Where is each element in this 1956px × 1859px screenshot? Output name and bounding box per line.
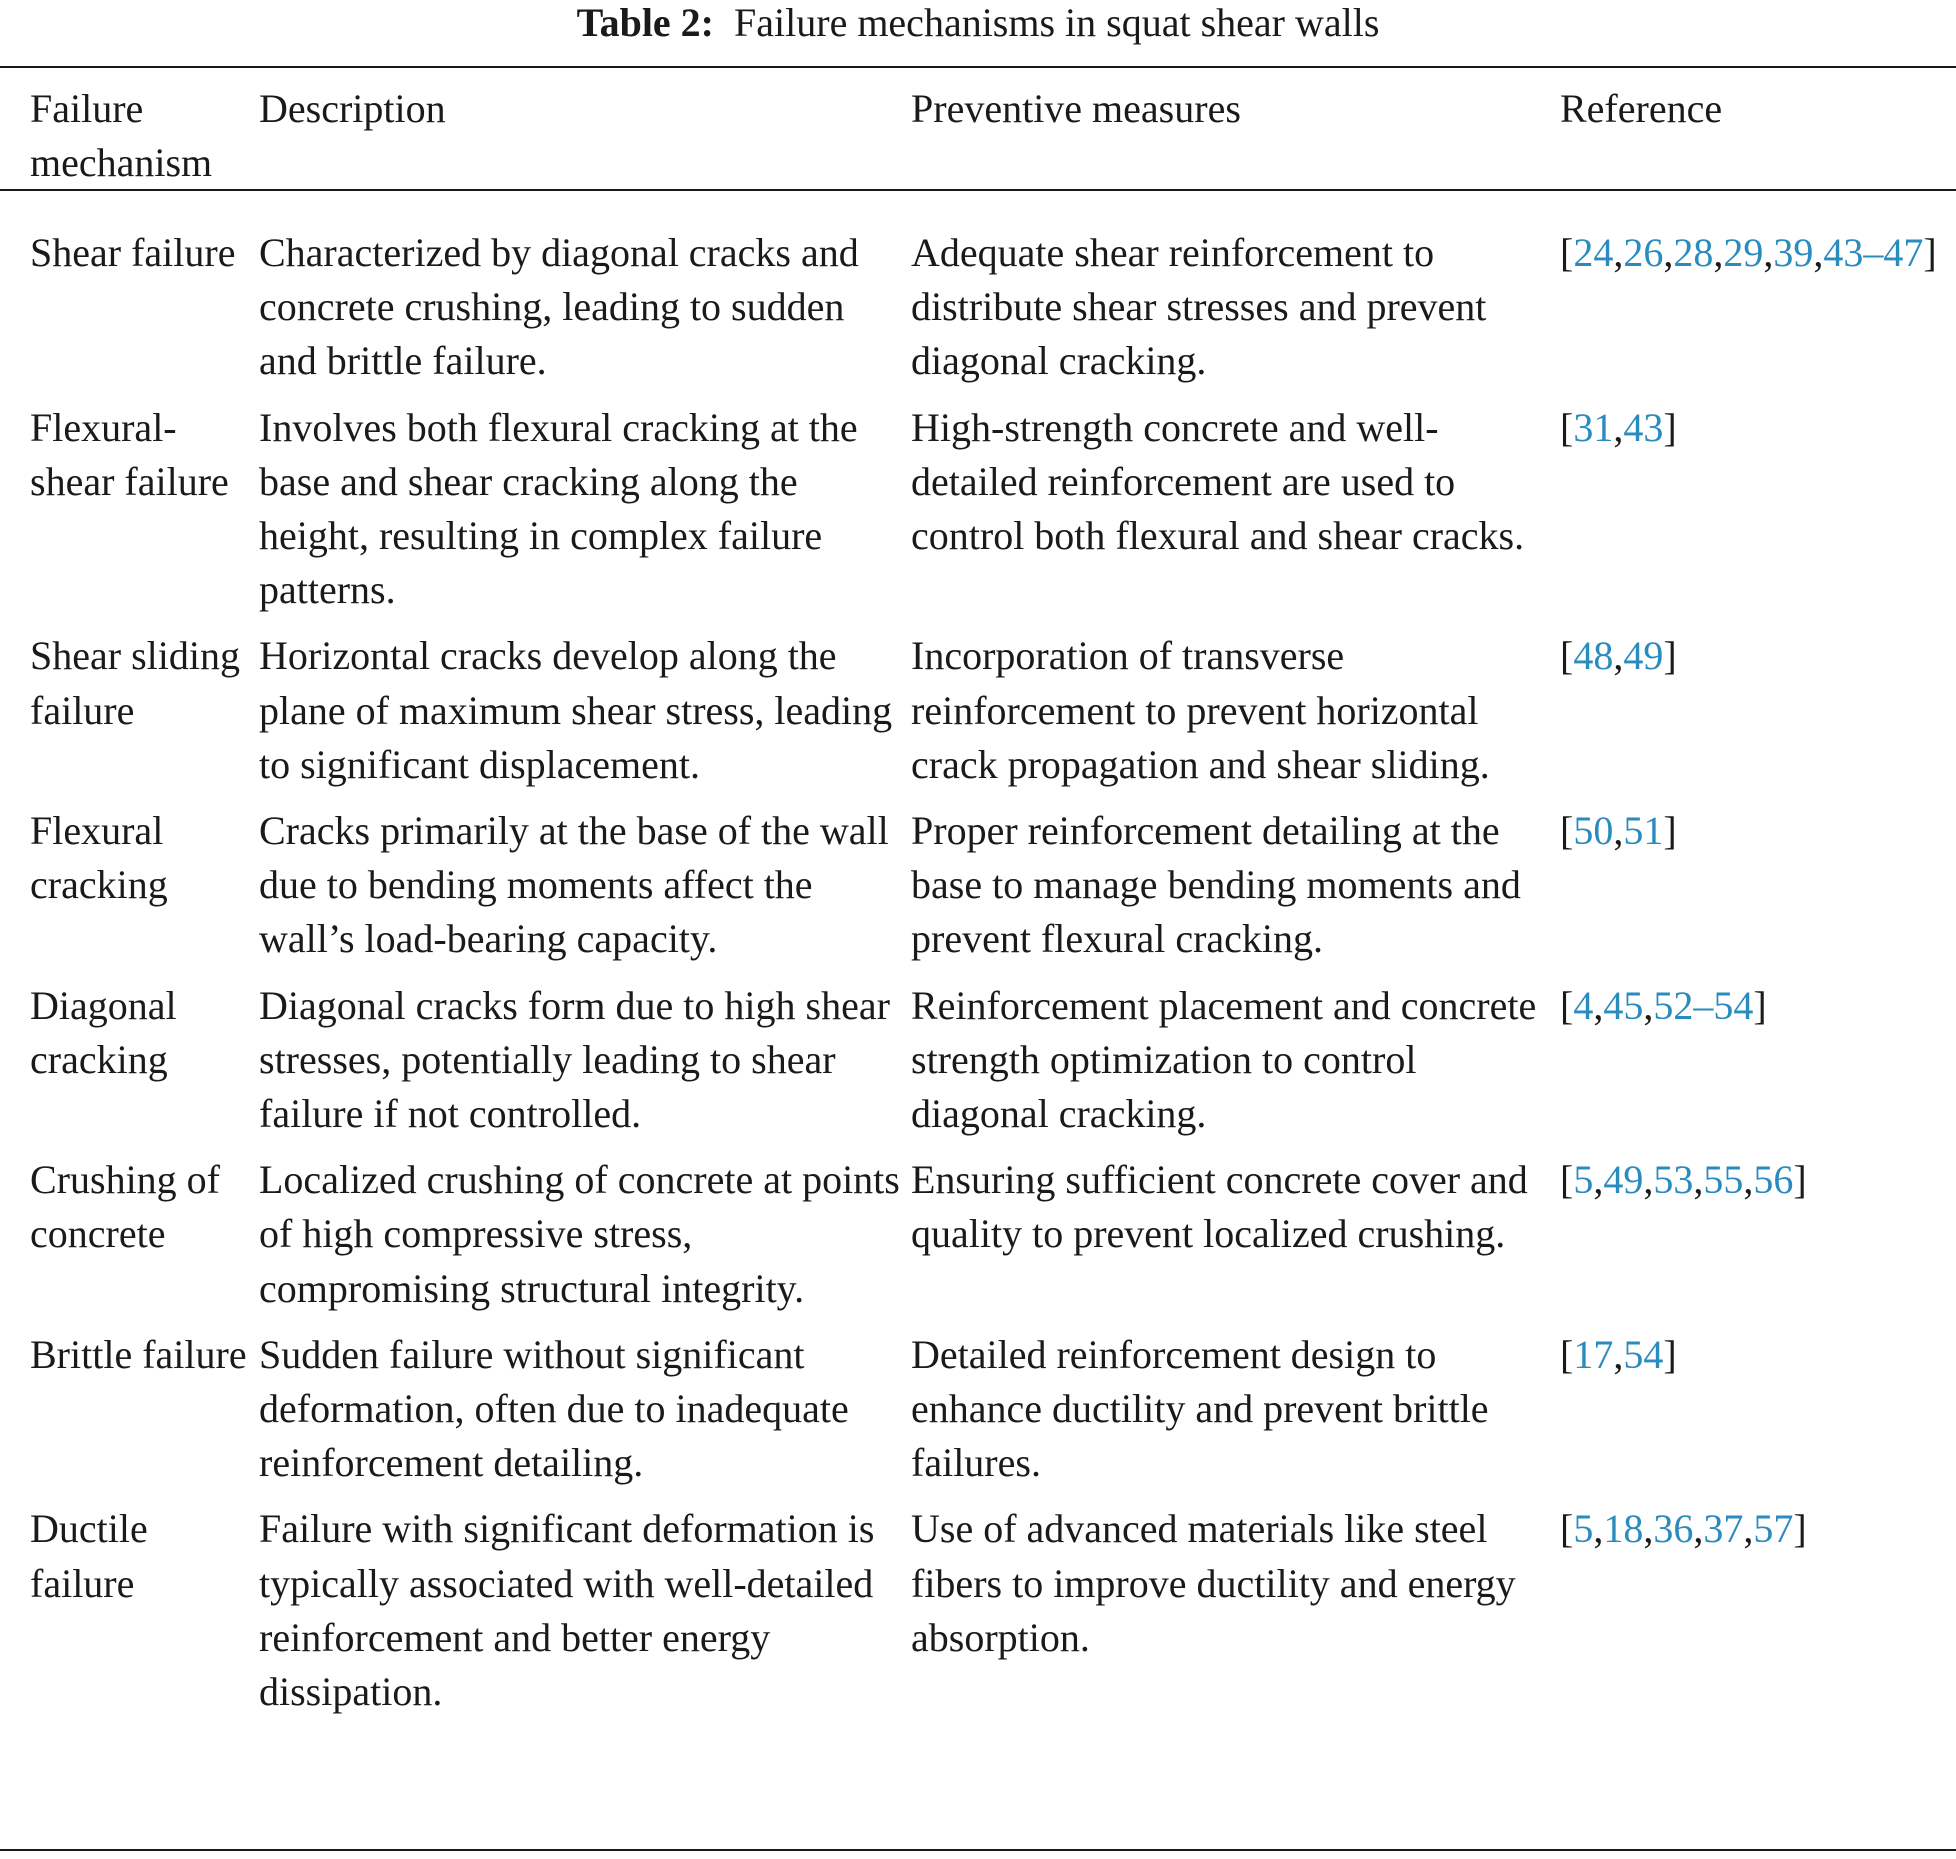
reference-punctuation: ,: [1613, 808, 1624, 854]
reference-link[interactable]: 53: [1653, 1157, 1694, 1203]
cell-preventive-measures: Ensuring sufficient concrete cover and quality to prevent localized crushing.: [911, 1157, 1528, 1257]
reference-punctuation: ,: [1713, 230, 1724, 275]
reference-punctuation: ,: [1643, 982, 1654, 1028]
reference-punctuation: ]: [1923, 230, 1937, 275]
cell-failure-mechanism: Diagonal cracking: [30, 982, 177, 1082]
cell-failure-mechanism: Shear failure: [30, 230, 236, 275]
cell-description: Diagonal cracks form due to high shear stresses, potentially leading to shear failure if not controlled.: [259, 982, 890, 1137]
cell-preventive-measures: Use of advanced materials like steel fibers to improve ductility and energy absorption.: [911, 1506, 1516, 1660]
reference-punctuation: ,: [1813, 230, 1824, 275]
cell-description: Failure with significant deformation is typically associated with well-detailed reinforcement and better energy dissipation.: [259, 1506, 875, 1715]
reference-punctuation: [: [1560, 633, 1574, 679]
reference-link[interactable]: 56: [1753, 1157, 1794, 1203]
reference-link[interactable]: 4: [1573, 982, 1594, 1028]
reference-link[interactable]: 49: [1603, 1157, 1644, 1203]
reference-link[interactable]: 50: [1573, 808, 1614, 854]
reference-link[interactable]: 28: [1673, 230, 1714, 275]
reference-punctuation: ,: [1613, 1331, 1624, 1377]
cell-reference: [1560, 204, 1956, 401]
cell-description: Horizontal cracks develop along the plane of maximum shear stress, leading to significant displacement.: [259, 633, 893, 787]
table-caption-label: Table 2:: [576, 0, 715, 45]
cell-description: Sudden failure without significant deformation, often due to inadequate reinforcement detailing.: [259, 1331, 849, 1486]
cell-failure-mechanism: Ductile failure: [30, 1506, 148, 1606]
cell-failure-mechanism: Flexural-shear failure: [30, 404, 229, 504]
cell-failure-mechanism: Brittle failure: [30, 1331, 247, 1377]
header-preventive-measures: Preventive measures: [911, 86, 1241, 131]
reference-punctuation: ]: [1753, 982, 1767, 1028]
reference-link[interactable]: 52–54: [1653, 982, 1754, 1028]
reference-punctuation: ,: [1663, 230, 1674, 275]
cell-preventive-measures: Adequate shear reinforcement to distribute shear stresses and prevent diagonal cracking.: [911, 230, 1487, 384]
reference-link[interactable]: 57: [1753, 1506, 1794, 1552]
table-row: [0, 629, 1956, 804]
cell-description: Characterized by diagonal cracks and concrete crushing, leading to sudden and brittle failure.: [259, 230, 859, 384]
reference-punctuation: ,: [1613, 404, 1624, 450]
cell-reference: [1560, 979, 1956, 1154]
cell-preventive-measures: Reinforcement placement and concrete strength optimization to control diagonal cracking.: [911, 982, 1537, 1137]
table-caption-title: Failure mechanisms in squat shear walls: [734, 0, 1380, 45]
reference-link[interactable]: 31: [1573, 404, 1614, 450]
reference-punctuation: ]: [1793, 1157, 1807, 1203]
cell-failure-mechanism: Flexural cracking: [30, 808, 168, 908]
reference-punctuation: ,: [1613, 633, 1624, 679]
reference-link[interactable]: 36: [1653, 1506, 1694, 1552]
reference-link[interactable]: 43–47: [1823, 230, 1924, 275]
reference-punctuation: ]: [1793, 1506, 1807, 1552]
reference-punctuation: ]: [1663, 1331, 1677, 1377]
cell-reference: [1560, 1502, 1956, 1731]
reference-link[interactable]: 55: [1703, 1157, 1744, 1203]
table-row: [0, 804, 1956, 979]
cell-description: Cracks primarily at the base of the wall due to bending moments affect the wall’s load-bearing capacity.: [259, 808, 889, 962]
reference-punctuation: [: [1560, 404, 1574, 450]
reference-link[interactable]: 37: [1703, 1506, 1744, 1552]
cell-description: Localized crushing of concrete at points of high compressive stress, compromising structural integrity.: [259, 1157, 900, 1311]
cell-reference: [1560, 629, 1956, 804]
table-caption: [0, 0, 1956, 46]
reference-link[interactable]: 5: [1573, 1157, 1594, 1203]
reference-punctuation: ,: [1643, 1157, 1654, 1203]
table-row: [0, 1328, 1956, 1503]
reference-link[interactable]: 54: [1623, 1331, 1664, 1377]
reference-punctuation: ,: [1743, 1157, 1754, 1203]
cell-preventive-measures: Proper reinforcement detailing at the base to manage bending moments and prevent flexural cracking.: [911, 808, 1521, 962]
reference-punctuation: [: [1560, 808, 1574, 854]
header-description: Description: [259, 86, 446, 131]
header-reference: Reference: [1560, 86, 1723, 131]
top-rule: [0, 66, 1956, 68]
reference-link[interactable]: 45: [1603, 982, 1644, 1028]
header-failure-mechanism: Failure mechanism: [30, 86, 213, 186]
reference-punctuation: ,: [1643, 1506, 1654, 1552]
reference-punctuation: ]: [1663, 633, 1677, 679]
table-row: [0, 401, 1956, 630]
table-row: [0, 979, 1956, 1154]
cell-reference: [1560, 804, 1956, 979]
reference-punctuation: ,: [1693, 1506, 1704, 1552]
reference-punctuation: ,: [1743, 1506, 1754, 1552]
cell-preventive-measures: Detailed reinforcement design to enhance ductility and prevent brittle failures.: [911, 1331, 1489, 1486]
reference-punctuation: ,: [1593, 1506, 1604, 1552]
reference-link[interactable]: 5: [1573, 1506, 1594, 1552]
reference-link[interactable]: 18: [1603, 1506, 1644, 1552]
table-header-row: [0, 82, 1956, 204]
cell-reference: [1560, 1153, 1956, 1328]
bottom-rule: [0, 1849, 1956, 1851]
table-row: [0, 1153, 1956, 1328]
reference-punctuation: [: [1560, 1157, 1574, 1203]
reference-punctuation: ]: [1663, 808, 1677, 854]
reference-punctuation: ,: [1763, 230, 1774, 275]
reference-link[interactable]: 51: [1623, 808, 1664, 854]
reference-punctuation: [: [1560, 982, 1574, 1028]
cell-reference: [1560, 401, 1956, 630]
cell-failure-mechanism: Crushing of concrete: [30, 1157, 220, 1257]
cell-description: Involves both flexural cracking at the base and shear cracking along the height, resulting in complex failure patterns.: [259, 404, 858, 613]
reference-link[interactable]: 26: [1623, 230, 1664, 275]
table-row: [0, 1502, 1956, 1731]
reference-link[interactable]: 39: [1773, 230, 1814, 275]
reference-link[interactable]: 49: [1623, 633, 1664, 679]
reference-punctuation: ,: [1613, 230, 1624, 275]
reference-link[interactable]: 24: [1573, 230, 1614, 275]
reference-punctuation: ]: [1663, 404, 1677, 450]
reference-link[interactable]: 29: [1723, 230, 1764, 275]
reference-punctuation: ,: [1593, 1157, 1604, 1203]
reference-punctuation: ,: [1593, 982, 1604, 1028]
cell-preventive-measures: Incorporation of transverse reinforcement to prevent horizontal crack propagation and shear sliding.: [911, 633, 1490, 787]
table-body: [0, 204, 1956, 1731]
reference-punctuation: ,: [1693, 1157, 1704, 1203]
reference-link[interactable]: 17: [1573, 1331, 1614, 1377]
cell-failure-mechanism: Shear sliding failure: [30, 633, 240, 733]
reference-link[interactable]: 43: [1623, 404, 1664, 450]
failure-mechanisms-table: [0, 82, 1956, 1731]
reference-punctuation: [: [1560, 1506, 1574, 1552]
cell-preventive-measures: High-strength concrete and well-detailed reinforcement are used to control both flexural and shear cracks.: [911, 404, 1525, 559]
reference-punctuation: [: [1560, 230, 1574, 275]
reference-punctuation: [: [1560, 1331, 1574, 1377]
table-row: [0, 204, 1956, 401]
cell-reference: [1560, 1328, 1956, 1503]
reference-link[interactable]: 48: [1573, 633, 1614, 679]
